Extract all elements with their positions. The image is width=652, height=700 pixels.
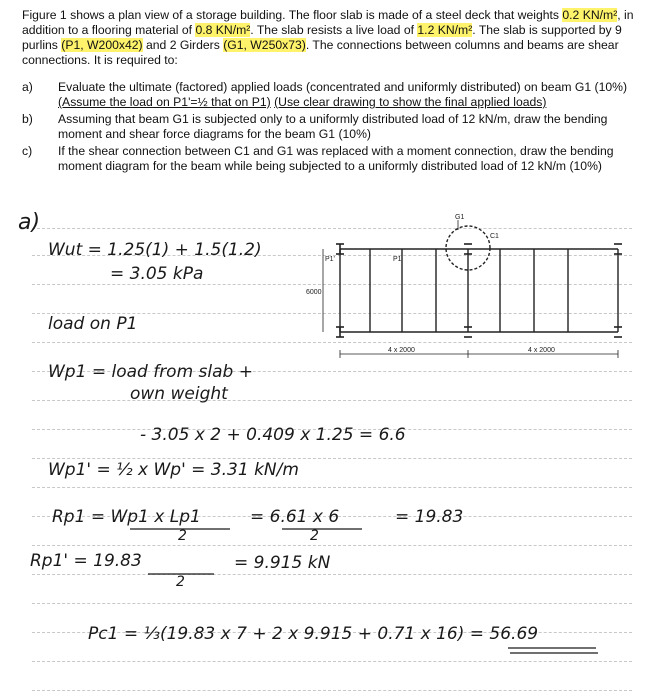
question-a-label: a) (22, 80, 33, 94)
purlins-value: (P1, W200x42) (61, 38, 143, 52)
solution-line-11: 2 (176, 574, 185, 590)
question-b-label: b) (22, 112, 33, 126)
solution-line-9b: 2 (310, 528, 319, 544)
intro-text-6: . The connections between columns and beams are shear connections. It is required to: (22, 38, 619, 67)
intro-text-1: Figure 1 shows a plan view of a storage building. The floor slab is made of a steel deck that weights (22, 8, 563, 22)
question-a-note-1: (Assume the load on P1'=½ that on P1) (58, 95, 271, 109)
intro-text-2: , in addition to a flooring material of (22, 8, 634, 37)
solution-line-3: load on P1 (48, 314, 138, 334)
solution-part-label: a) (18, 210, 41, 235)
label-p1: P1 (393, 256, 402, 263)
solution-line-2: = 3.05 kPa (110, 264, 204, 284)
label-span-left: 4 x 2000 (388, 347, 415, 354)
girders-value: (G1, W250x73) (223, 38, 306, 52)
question-b-text: Assuming that beam G1 is subjected only to a uniformly distributed load of 12 kN/m, draw the bending moment and shear force diagrams for the beam G1 (10%) (58, 112, 608, 141)
label-span-right: 4 x 2000 (528, 347, 555, 354)
solution-line-12: Pc1 = ⅓(19.83 x 7 + 2 x 9.915 + 0.71 x 16) = 56.69 (88, 624, 539, 644)
dead-load-value: 0.2 KN/m² (562, 8, 618, 22)
solution-line-10a: Rp1' = 19.83 (30, 551, 142, 571)
solution-line-4: Wp1 = load from slab + (48, 362, 253, 382)
solution-line-8b: = 6.61 x 6 (250, 507, 340, 527)
label-height-dim: 6000 (306, 289, 322, 296)
flooring-load-value: 0.8 KN/m² (195, 23, 251, 37)
intro-text-3: . The slab resists a live load of (250, 23, 418, 37)
solution-line-9a: 2 (178, 528, 187, 544)
label-p1-prime: P1' (325, 256, 335, 263)
intro-text-5: and 2 Girders (142, 38, 224, 52)
solution-line-7: Wp1' = ½ x Wp' = 3.31 kN/m (48, 460, 299, 480)
solution-line-8c: = 19.83 (395, 507, 464, 527)
solution-line-10b: = 9.915 kN (234, 553, 331, 573)
label-g1: G1 (455, 214, 465, 221)
intro-text-4: . The slab is supported by 9 purlins (22, 23, 622, 52)
live-load-value: 1.2 KN/m² (417, 23, 473, 37)
question-a-text: Evaluate the ultimate (factored) applied loads (concentrated and uniformly distributed) on beam G1 (10%) (58, 80, 628, 94)
question-a-note-2: (Use clear drawing to show the final applied loads) (274, 95, 547, 109)
solution-line-5: own weight (130, 384, 228, 404)
solution-line-8a: Rp1 = Wp1 x Lp1 (52, 507, 201, 527)
question-c-label: c) (22, 144, 33, 158)
question-c-text: If the shear connection between C1 and G1 was replaced with a moment connection, draw the bending moment diagram for the beam while being subjected to a uniformly distributed load of 12 kN/m (10%) (58, 144, 614, 173)
solution-line-1: Wut = 1.25(1) + 1.5(1.2) (48, 240, 262, 260)
label-c1: C1 (490, 233, 499, 240)
solution-line-6: - 3.05 x 2 + 0.409 x 1.25 = 6.6 (140, 425, 406, 445)
